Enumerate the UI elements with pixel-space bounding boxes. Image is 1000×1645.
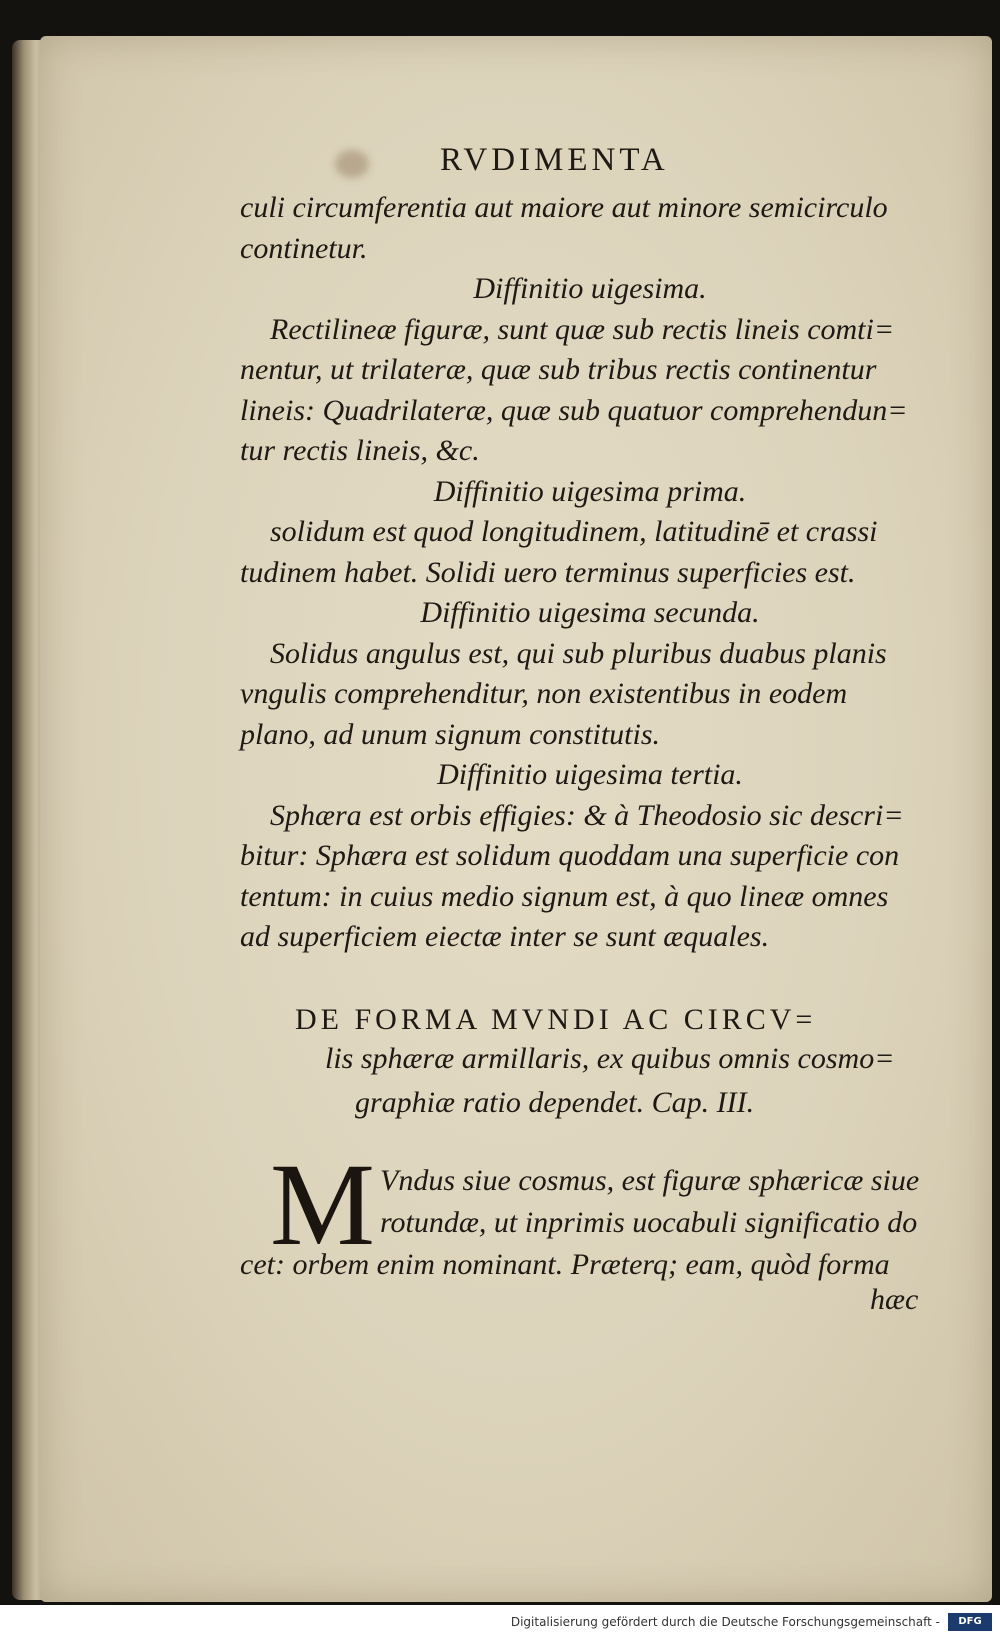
body-line: nentur, ut trilateræ, quæ sub tribus rectis continentur	[240, 353, 877, 386]
body-line: continetur.	[240, 231, 368, 265]
chapter-line: cet: orbem enim nominant. Præterq; eam, quòd forma	[240, 1248, 890, 1281]
body-line: Diffinitio uigesima tertia.	[437, 758, 743, 791]
body-line: culi circumferentia aut maiore aut minore semicirculo	[240, 191, 888, 224]
body-line: Diffinitio uigesima.	[473, 272, 707, 305]
chapter-heading	[295, 1003, 935, 1125]
drop-capital: M	[270, 1139, 375, 1270]
chapter-heading-caps: DE FORMA MVNDI AC CIRCV=	[295, 1003, 817, 1036]
body-line: Diffinitio uigesima prima.	[433, 474, 747, 508]
body-line: vngulis comprehenditur, non existentibus in eodem	[240, 677, 848, 710]
chapter-line: Vndus siue cosmus, est figuræ sphæricæ siue	[380, 1164, 920, 1197]
body-line: bitur: Sphæra est solidum quoddam una superficie con	[240, 839, 900, 872]
footer-bar	[0, 1605, 1000, 1645]
body-line: tur rectis lineis, &c.	[240, 434, 480, 467]
running-head: RVDIMENTA	[440, 142, 669, 178]
funding-credit: Digitalisierung gefördert durch die Deutsche Forschungsgemeinschaft -	[510, 1615, 940, 1629]
catchword: hæc	[870, 1283, 919, 1316]
body-line: tudinem habet. Solidi uero terminus superficies est.	[240, 555, 856, 589]
body-line: ad superficiem eiectæ inter se sunt æquales.	[240, 920, 770, 953]
body-text	[240, 188, 940, 958]
chapter-line: rotundæ, ut inprimis uocabuli significatio do	[380, 1206, 918, 1239]
body-line: tentum: in cuius medio signum est, à quo lineæ omnes	[240, 879, 889, 913]
page-stain	[335, 150, 369, 178]
body-line: Sphæra est orbis effigies: & à Theodosio sic descri=	[270, 798, 904, 832]
body-line: plano, ad unum signum constitutis.	[240, 717, 661, 751]
chapter-heading-line-2: lis sphæræ armillaris, ex quibus omnis cosmo=	[325, 1042, 895, 1075]
body-line: Solidus angulus est, qui sub pluribus duabus planis	[270, 636, 887, 670]
chapter-heading-line-3: graphiæ ratio dependet. Cap. III.	[355, 1086, 755, 1119]
body-line: Diffinitio uigesima secunda.	[420, 596, 760, 629]
body-line: Rectilineæ figuræ, sunt quæ sub rectis lineis comti=	[270, 312, 895, 346]
body-line: solidum est quod longitudinem, latitudinē et crassi	[270, 515, 878, 548]
dfg-logo: DFG	[948, 1613, 992, 1631]
chapter-text	[240, 1160, 940, 1286]
body-line: lineis: Quadrilateræ, quæ sub quatuor comprehendun=	[240, 393, 908, 427]
